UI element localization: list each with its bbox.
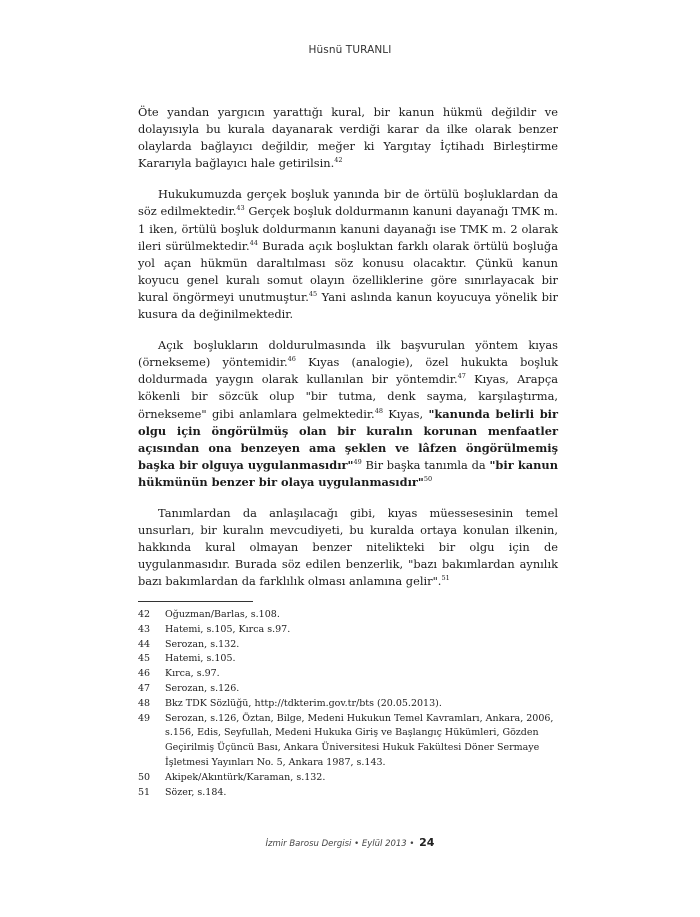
footnote-number: 42 <box>138 609 151 620</box>
paragraph-3-text-3: Kıyas, Arapça kökenli bir sözcük olup "bir tutma, denk sayma, karşılaştırma, örnekseme" gibi anlamlara gelmektedir. <box>138 372 558 421</box>
footnote-number: 43 <box>138 623 151 635</box>
footnote-ref-43[interactable]: 43 <box>236 204 245 213</box>
footnote-ref-47[interactable]: 47 <box>457 372 466 381</box>
footnote-item <box>138 608 558 623</box>
footnote-number: 50 <box>138 771 151 783</box>
footnote-item <box>138 712 558 771</box>
running-header-author: Hüsnü TURANLI <box>308 44 392 56</box>
main-text <box>138 104 558 604</box>
footnote-ref-50[interactable]: 50 <box>423 474 433 483</box>
footnote-ref-49[interactable]: 49 <box>353 457 362 466</box>
footnote-ref-42[interactable]: 42 <box>334 156 343 165</box>
footnote-item <box>138 697 558 712</box>
paragraph-2 <box>138 186 558 323</box>
journal-issue-date: Eylül 2013 <box>361 839 407 849</box>
footnote-item <box>138 786 558 801</box>
footnote-number: 48 <box>138 697 151 709</box>
footnote-text: Sözer, s.184. <box>165 786 227 798</box>
footnote-ref-48[interactable]: 48 <box>374 406 383 415</box>
paragraph-2-text-3: Burada açık boşluktan farklı olarak örtülü boşluğa yol açan hükmün daraltılması söz konusu olacaktır. Çünkü kanun koyucu genel kuralı somut olayın özelliklerine göre sınırlayacak bir kural öngörmeyi unutmuştur. <box>138 238 558 304</box>
paragraph-3-bold-definition-2: "bir kanun hükmünün benzer bir olaya uygulanmasıdır" <box>138 457 558 489</box>
footnote-text: Hatemi, s.105, Kırca s.97. <box>165 623 291 635</box>
paragraph-1-text: Öte yandan yargıcın yarattığı kural, bir kanun hükmü değildir ve dolayısıyla bu kurala dayanarak verdiği karar da ilke olarak benzer olaylarda bağlayıcı değildir, meğer ki Yargıtay İçtihadı Birleştirme Kararıyla bağlayıcı hale getirilsin. <box>138 105 558 171</box>
footnote-item <box>138 682 558 697</box>
footnote-ref-45[interactable]: 45 <box>308 289 318 298</box>
footnote-item <box>138 667 558 682</box>
paragraph-4-text: Tanımlardan da anlaşılacağı gibi, kıyas müessesesinin temel unsurları, bir kuralın mevcudiyeti, bu kuralda ortaya konulan ilkenin, hakkında kural olmayan benzer nitelikteki bir olgu için de uygulanmasıdır. Burada söz edilen benzerlik, "bazı bakımlardan aynılık bazı bakımlardan da farklılık olması anlamına gelir". <box>138 505 558 589</box>
footnote-item <box>138 771 558 786</box>
footnote-number: 45 <box>138 653 151 665</box>
footnote-text: Serozan, s.132. <box>165 638 240 650</box>
footer-separator: • <box>351 839 362 849</box>
journal-name: İzmir Barosu Dergisi <box>265 839 352 849</box>
paragraph-3-text-2: Kıyas (analogie), özel hukukta boşluk doldurmada yaygın olarak kullanılan bir yöntemdir. <box>138 355 559 387</box>
footnote-number: 46 <box>138 668 151 680</box>
footnote-text: Akipek/Akıntürk/Karaman, s.132. <box>165 771 326 783</box>
paragraph-3-text-4: Kıyas, <box>382 406 429 421</box>
paragraph-3-text-5: Bir başka tanımla da <box>361 457 490 472</box>
paragraph-2-text-4: Yani aslında kanun koyucuya yönelik bir kusura da değinilmektedir. <box>138 289 558 322</box>
page-number: 24 <box>419 836 435 849</box>
footnote-number: 51 <box>138 786 151 798</box>
footnote-text: Serozan, s.126, Öztan, Bilge, Medeni Hukukun Temel Kavramları, Ankara, 2006, s.156, Edis, Seyfullah, Medeni Hukuka Giriş ve Başlangıç Hükümleri, Gözden Geçirilmiş Üçüncü Bası, Ankara Üniversitesi Hukuk Fakültesi Döner Sermaye İşletmesi Yayınları No. 5, Ankara 1987, s.143. <box>165 712 554 768</box>
paragraph-3-bold-definition-1: "kanunda belirli bir olgu için öngörülmüş olan bir kuralın korunan menfaatler açısından ona benzeyen ama şeklen ve lâfzen öngörülmemiş başka bir olguya uygulanmasıdır" <box>138 406 558 472</box>
paragraph-3 <box>138 337 558 491</box>
footnote-text: Kırca, s.97. <box>165 668 220 680</box>
footnote-item <box>138 623 558 638</box>
footnote-text: Bkz TDK Sözlüğü, http://tdkterim.gov.tr/bts (20.05.2013). <box>165 697 442 709</box>
footnote-text: Serozan, s.126. <box>165 682 240 694</box>
footnote-text: Oğuzman/Barlas, s.108. <box>165 609 280 620</box>
footnote-item <box>138 638 558 653</box>
footnote-divider <box>138 601 253 602</box>
paragraph-3-text-1: Açık boşlukların doldurulmasında ilk başvurulan yöntem kıyas (örnekseme) yöntemidir. <box>138 338 558 370</box>
paragraph-1 <box>138 104 558 172</box>
paragraph-4 <box>138 505 558 590</box>
footnote-item <box>138 652 558 667</box>
footnote-ref-44[interactable]: 44 <box>249 238 258 247</box>
footnote-number: 49 <box>138 712 151 724</box>
footnote-number: 47 <box>138 682 151 694</box>
footnote-text: Hatemi, s.105. <box>165 653 236 665</box>
footer-separator: • <box>406 839 418 849</box>
paragraph-2-text-1: Hukukumuzda gerçek boşluk yanında bir de örtülü boşluklardan da söz edilmektedir. <box>138 187 558 219</box>
footnote-ref-46[interactable]: 46 <box>287 355 296 364</box>
page-footer <box>0 836 700 849</box>
footnote-ref-51[interactable]: 51 <box>441 574 450 583</box>
footnote-number: 44 <box>138 638 151 650</box>
paragraph-2-text-2: Gerçek boşluk doldurmanın kanuni dayanağı TMK m. 1 iken, örtülü boşluk doldurmanın kanuni dayanağı ise TMK m. 2 olarak ileri sürülmektedir. <box>138 204 558 253</box>
footnotes-list <box>138 608 558 800</box>
